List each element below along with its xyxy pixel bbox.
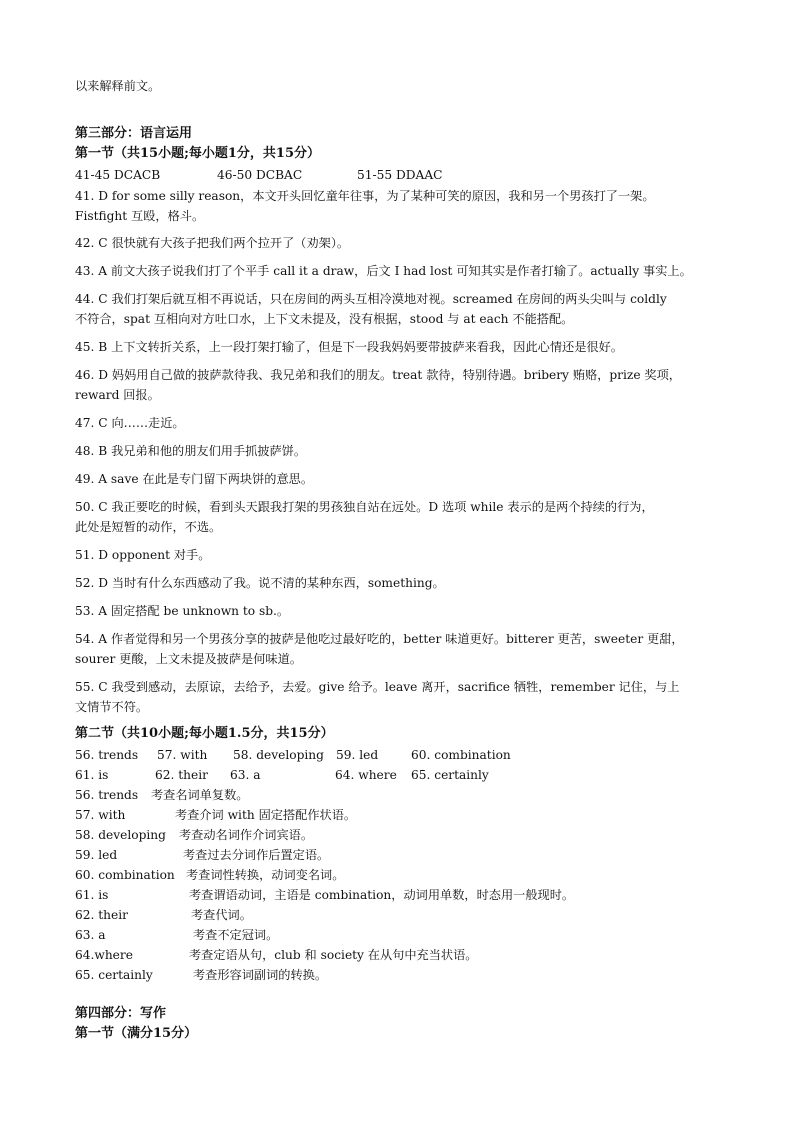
explanation-note: 考查形容词副词的转换。 (193, 968, 328, 982)
explanation-word: 64.where (75, 948, 133, 962)
explanation-54-line2: sourer 更酸，上文未提及披萨是何味道。 (75, 652, 302, 666)
explanation-52: 52. D 当时有什么东西感动了我。说不清的某种东西，something。 (75, 576, 445, 590)
explanation-note: 考查代词。 (191, 908, 252, 922)
answer-60: 60. combination (411, 748, 511, 762)
explanation-word: 56. trends (75, 788, 139, 802)
explanation-55-line1: 55. C 我受到感动，去原谅，去给予，去爱。give 给予。leave 离开，sacrifice 牺牲，remember 记住，与上 (75, 680, 680, 694)
part3-section2-heading: 第二节（共10小题;每小题1.5分，共15分） (75, 726, 334, 741)
answer-57: 57. with (157, 748, 208, 762)
answer-62: 62. their (155, 768, 208, 782)
answer-key-group: 46-50 DCBAC (217, 168, 303, 182)
explanation-46-line1: 46. D 妈妈用自己做的披萨款待我、我兄弟和我们的朋友。treat 款待，特别待遇。bribery 贿赂，prize 奖项， (75, 368, 681, 382)
part4-section1-heading: 第一节（满分15分） (75, 1026, 198, 1041)
part3-heading: 第三部分：语言运用 (75, 126, 193, 141)
explanation-note: 考查词性转换，动词变名词。 (186, 868, 345, 882)
explanation-50-line1: 50. C 我正要吃的时候，看到头天跟我打架的男孩独自站在远处。D 选项 while 表示的是两个持续的行为， (75, 500, 654, 514)
explanation-word: 59. led (75, 848, 118, 862)
explanation-46-line2: reward 回报。 (75, 388, 160, 402)
explanation-note: 考查谓语动词，主语是 combination，动词用单数，时态用一般现时。 (189, 888, 575, 902)
explanation-note: 考查定语从句，club 和 society 在从句中充当状语。 (189, 948, 478, 962)
explanation-54-line1: 54. A 作者觉得和另一个男孩分享的披萨是他吃过最好吃的，better 味道更好。bitterer 更苦，sweeter 更甜， (75, 632, 684, 646)
explanation-word: 62. their (75, 908, 128, 922)
explanation-43: 43. A 前文大孩子说我们打了个平手 call it a draw，后文 I had lost 可知其实是作者打输了。actually 事实上。 (75, 264, 692, 278)
answer-56: 56. trends (75, 748, 139, 762)
explanation-49: 49. A save 在此是专门留下两块饼的意思。 (75, 472, 314, 486)
intro-line: 以来解释前文。 (75, 79, 161, 93)
explanation-47: 47. C 向……走近。 (75, 416, 185, 430)
answer-key-group: 41-45 DCACB (75, 168, 161, 182)
explanation-word: 61. is (75, 888, 109, 902)
explanation-note: 考查名词单复数。 (151, 788, 249, 802)
explanation-41-line1: 41. D for some silly reason，本文开头回忆童年往事，为了某种可笑的原因，我和另一个男孩打了一架。 (75, 189, 655, 203)
answer-61: 61. is (75, 768, 109, 782)
explanation-48: 48. B 我兄弟和他的朋友们用手抓披萨饼。 (75, 444, 307, 458)
explanation-word: 65. certainly (75, 968, 153, 982)
explanation-word: 60. combination (75, 868, 175, 882)
explanation-note: 考查不定冠词。 (193, 928, 279, 942)
answer-63: 63. a (230, 768, 261, 782)
explanation-word: 57. with (75, 808, 126, 822)
answer-58: 58. developing (233, 748, 324, 762)
explanation-51: 51. D opponent 对手。 (75, 548, 211, 562)
explanation-44-line2: 不符合，spat 互相向对方吐口水，上下文未提及，没有根据，stood 与 at each 不能搭配。 (75, 312, 574, 326)
explanation-note: 考查介词 with 固定搭配作状语。 (175, 808, 357, 822)
explanation-41-line2: Fistfight 互殴，格斗。 (75, 209, 205, 223)
explanation-53: 53. A 固定搭配 be unknown to sb.。 (75, 604, 290, 618)
explanation-note: 考查动名词作介词宾语。 (179, 828, 314, 842)
explanation-word: 63. a (75, 928, 106, 942)
explanation-45: 45. B 上下文转折关系，上一段打架打输了，但是下一段我妈妈要带披萨来看我，因此心情还是很好。 (75, 340, 623, 354)
explanation-44-line1: 44. C 我们打架后就互相不再说话，只在房间的两头互相冷漠地对视。screamed 在房间的两头尖叫与 coldly (75, 292, 667, 306)
answer-65: 65. certainly (411, 768, 489, 782)
part3-section1-heading: 第一节（共15小题;每小题1分，共15分） (75, 146, 321, 161)
explanation-50-line2: 此处是短暂的动作，不选。 (75, 520, 222, 534)
answer-key-group: 51-55 DDAAC (357, 168, 443, 182)
explanation-42: 42. C 很快就有大孩子把我们两个拉开了（劝架）。 (75, 236, 350, 250)
part4-heading: 第四部分：写作 (75, 1006, 167, 1021)
explanation-55-line2: 文情节不符。 (75, 700, 149, 714)
answer-59: 59. led (336, 748, 379, 762)
explanation-note: 考查过去分词作后置定语。 (183, 848, 330, 862)
explanation-word: 58. developing (75, 828, 166, 842)
answer-64: 64. where (335, 768, 397, 782)
